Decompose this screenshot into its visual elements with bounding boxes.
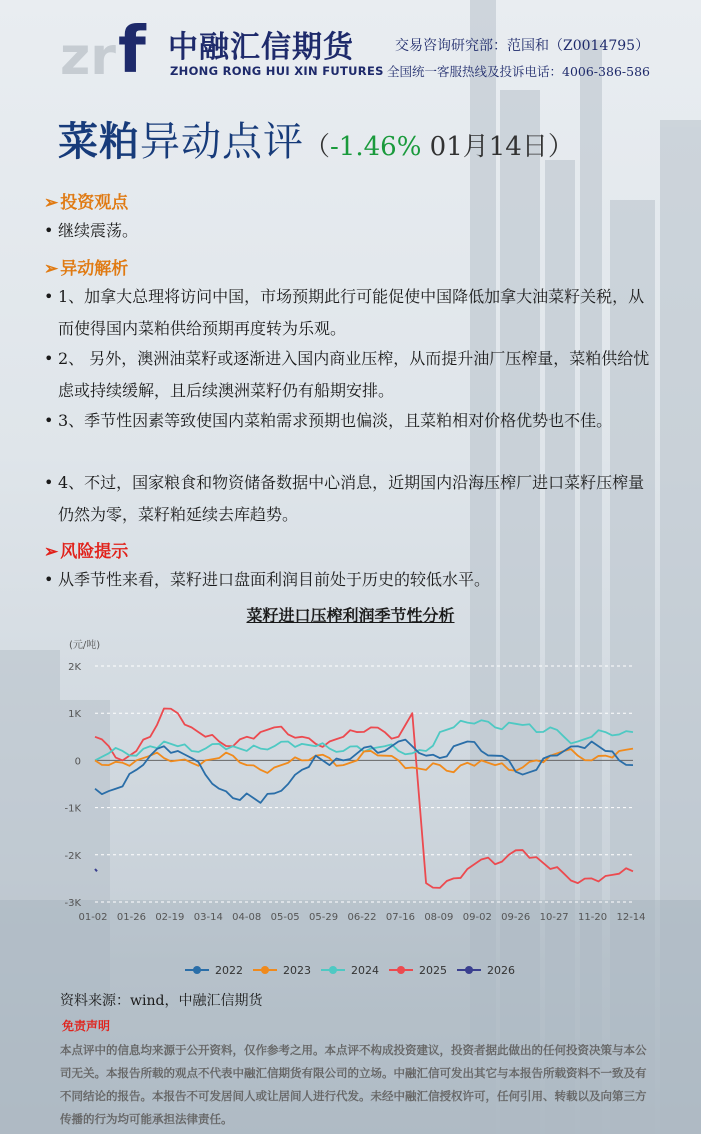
y-tick-label: 0 (74, 756, 81, 768)
section-heading-text: 异动解析 (60, 259, 129, 279)
disclaimer-text: 本点评中的信息均来源于公开资料，仅作参考之用。本点评不构成投资建议，投资者据此做出的任何投资决策与本公司无关。本报告所载的观点不代表中融汇信期货有限公司的立场。中融汇信可发出其它与本报告所载资料不一致及有不同结论的报告。本报告不可发居间人或让居间人进行代发。未经中融汇信授权许可，任何引用、转载以及向第三方传播的行为均可能承担法律责任。 (60, 1043, 647, 1126)
x-tick-label: 01-02 (78, 912, 108, 923)
x-tick-label: 03-14 (193, 912, 223, 923)
title-change-percent: -1.46% (330, 132, 422, 162)
x-tick-label: 05-05 (270, 912, 300, 923)
series-line-2026 (95, 869, 97, 871)
svg-text:f: f (118, 14, 146, 78)
bullet-text: 1、加拿大总理将访问中国，市场预期此行可能促使中国降低加拿大油菜籽关税，从而使得国内菜粕供给预期再度转为乐观。 (58, 287, 645, 338)
legend-label: 2026 (487, 964, 515, 977)
y-tick-label: -3K (64, 898, 81, 909)
legend-label: 2024 (351, 964, 379, 977)
title-type: 异动点评 (140, 119, 304, 165)
y-tick-label: -1K (64, 803, 81, 815)
x-tick-label: 09-02 (462, 912, 492, 923)
title-date: 01月14日） (421, 132, 574, 162)
arrow-icon: ➢ (44, 542, 59, 562)
x-tick-label: 01-26 (116, 912, 146, 923)
list-item (44, 467, 664, 531)
series-line-2022 (95, 740, 633, 803)
seasonal-profit-chart (55, 630, 655, 990)
list-item (44, 564, 664, 596)
x-tick-label: 08-09 (424, 912, 454, 923)
data-source: 资料来源：wind，中融汇信期货 (60, 993, 263, 1009)
bullet-text: 继续震荡。 (58, 221, 139, 240)
bullet-icon: • (44, 473, 54, 492)
legend-label: 2025 (419, 964, 447, 977)
bullet-text: 从季节性来看，菜籽进口盘面利润目前处于历史的较低水平。 (58, 570, 491, 589)
x-tick-label: 06-22 (347, 912, 377, 923)
y-tick-label: 1K (68, 709, 81, 721)
y-tick-label: 2K (68, 662, 81, 673)
section-heading-text: 投资观点 (60, 193, 129, 213)
list-item (44, 343, 664, 407)
disclaimer-heading: 免责声明 (62, 1019, 111, 1033)
page-title (58, 110, 574, 167)
logo-chinese-name: 中融汇信期货 (168, 30, 354, 65)
x-tick-label: 05-29 (309, 912, 339, 923)
section-heading-analysis (44, 254, 128, 279)
arrow-icon: ➢ (44, 193, 59, 213)
bullet-text: 4、不过，国家粮食和物资储备数据中心消息，近期国内沿海压榨厂进口菜籽压榨量仍然为零，菜籽粕延续去库趋势。 (58, 473, 645, 524)
legend-marker (193, 966, 201, 974)
bullet-icon: • (44, 221, 54, 240)
bullet-icon: • (44, 570, 54, 589)
bullet-icon: • (44, 287, 54, 306)
legend-marker (329, 966, 337, 974)
section-heading-view (44, 188, 128, 213)
x-tick-label: 10-27 (539, 912, 569, 923)
zrf-logo-icon (60, 12, 158, 78)
hotline-contact: 全国统一客服热线及投诉电话：4006-386-586 (387, 64, 650, 79)
section-heading-text: 风险提示 (60, 542, 129, 562)
title-product: 菜粕 (58, 119, 140, 165)
x-tick-label: 09-26 (501, 912, 531, 923)
legend-marker (261, 966, 269, 974)
bullet-text: 3、季节性因素等致使国内菜粕需求预期也偏淡，且菜粕相对价格优势也不佳。 (58, 411, 613, 430)
chart-title: 菜籽进口压榨利润季节性分析 (246, 606, 455, 625)
y-axis-label: (元/吨) (69, 640, 101, 651)
list-item (44, 215, 664, 247)
x-tick-label: 07-16 (385, 912, 415, 923)
bullet-icon: • (44, 349, 54, 368)
legend-label: 2023 (283, 964, 311, 977)
title-open-paren: （ (304, 132, 331, 162)
list-item (44, 281, 664, 345)
legend-marker (397, 966, 405, 974)
bullet-icon: • (44, 411, 54, 430)
series-line-2025 (95, 708, 633, 887)
bullet-text: 2、 另外，澳洲油菜籽或逐渐进入国内商业压榨，从而提升油厂压榨量，菜粕供给忧虑或持续缓解，且后续澳洲菜籽仍有船期安排。 (58, 349, 650, 400)
research-contact: 交易咨询研究部：范国和（Z0014795） (395, 38, 650, 54)
arrow-icon: ➢ (44, 259, 59, 279)
legend-marker (465, 966, 473, 974)
x-tick-label: 12-14 (616, 912, 646, 923)
x-tick-label: 02-19 (155, 912, 185, 923)
svg-text:zr: zr (60, 27, 116, 78)
x-tick-label: 11-20 (578, 912, 608, 923)
section-heading-risk (44, 537, 128, 562)
x-tick-label: 04-08 (232, 912, 262, 923)
logo-english-name: ZHONG RONG HUI XIN FUTURES (170, 64, 384, 78)
list-item (44, 405, 664, 437)
y-tick-label: -2K (64, 850, 81, 862)
legend-label: 2022 (215, 964, 243, 977)
